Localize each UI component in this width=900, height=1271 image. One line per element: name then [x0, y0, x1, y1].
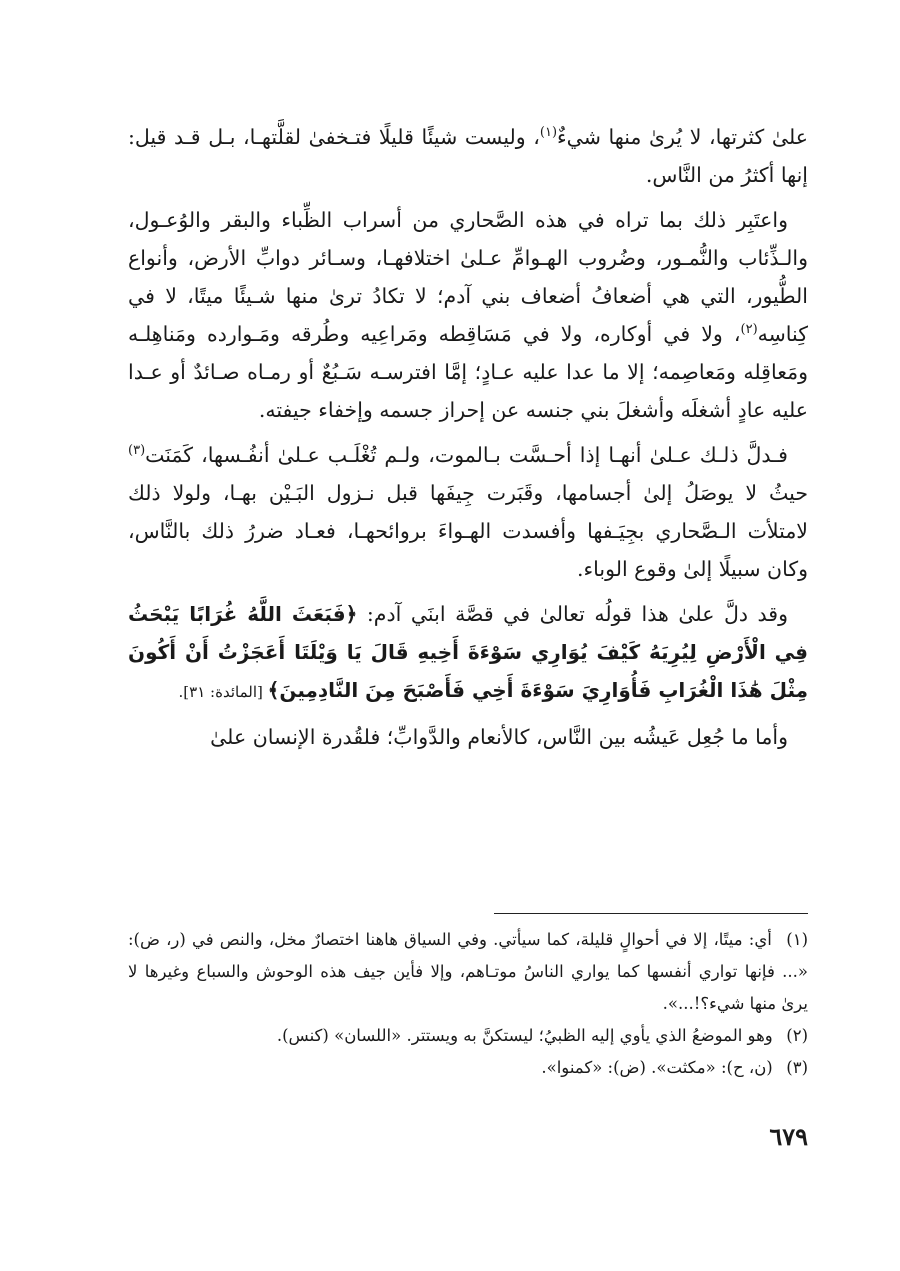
paragraph-4	[128, 595, 808, 711]
footnote-text-3: (ن، ح): «مكثت». (ض): «كمنوا».	[541, 1058, 773, 1077]
paragraph-4-text-a: وقد دلَّ علىٰ هذا قولُه تعالىٰ في قصَّة ابنَي آدم:	[357, 602, 788, 626]
footnote-marker-1: (١)	[539, 125, 558, 141]
paragraph-2	[128, 201, 808, 429]
paragraph-1	[128, 118, 808, 194]
paragraph-5	[128, 718, 808, 756]
quran-verse: ﴿فَبَعَثَ اللَّهُ غُرَابًا يَبْحَثُ فِي الْأَرْضِ لِيُرِيَهُ كَيْفَ يُوَارِي سَوْءَةَ أَخِيهِ قَالَ يَا وَيْلَتَا أَعَجَزْتُ أَنْ أَكُونَ مِثْلَ هَٰذَا الْغُرَابِ فَأُوَارِيَ سَوْءَةَ أَخِي فَأَصْبَحَ مِنَ النَّادِمِينَ﴾	[128, 602, 808, 702]
paragraph-1-text-b: ، وليست شيئًا قليلًا فتـخفىٰ لقلَّتهـا، بـل قـد قيل: إنها أكثرُ من النَّاس.	[128, 125, 808, 187]
page-body	[128, 118, 808, 1271]
verse-reference: [المائدة: ٣١].	[178, 683, 268, 701]
paragraph-5-text-a: وأما ما جُعِل عَيشُه بين النَّاس، كالأنعام والدَّوابِّ؛ فلقُدرة الإنسان علىٰ	[210, 725, 788, 749]
footnote-divider	[494, 913, 808, 914]
page-number: ٦٧٩	[769, 1122, 808, 1151]
footnote-text-2: وهو الموضعُ الذي يأوي إليه الظبيُ؛ ليستكنَّ به ويستتر. «اللسان» (كنس).	[276, 1026, 773, 1045]
paragraph-2-text-a: واعتَبِر ذلك بما تراه في هذه الصَّحاري من أسراب الظِّباء والبقر والوُعـول، والـذِّئاب والنُّمـور، وضُروب الهـوامِّ عـلىٰ اختلافهـا، وسـائر دوابِّ الأرض، وأنواع الطُّيور، التي هي أضعافُ أضعاف بني آدم؛ لا تكادُ ترىٰ منها شـيئًا ميتًا، لا في كِناسِه	[128, 208, 808, 346]
paragraph-3-text-a: فـدلَّ ذلـك عـلىٰ أنهـا إذا أحـسَّت بـالموت، ولـم تُغْلَـب عـلىٰ أنفُـسها، كَمَنَت	[145, 443, 788, 467]
paragraph-3-text-b: حيثُ لا يوصَلُ إلىٰ أجسامها، وقَبَرت جِيفَها قبل نـزول البَـيْن بهـا، ولولا ذلك لامتلأت الـصَّحاري بجِيَـفها وأفسدت الهـواءَ بروائحهـا، فعـاد ضررُ ذلك بالنَّاس، وكان سبيلًا إلىٰ وقوع الوباء.	[128, 481, 808, 581]
footnote-2	[128, 1020, 808, 1052]
footnote-marker-3: (٣)	[128, 443, 146, 459]
footnote-number-3: (٣)	[786, 1058, 808, 1077]
footnote-1	[128, 924, 808, 1020]
paragraph-2-text-b: ، ولا في أوكاره، ولا في مَسَاقِطه ومَراعِيه وطُرقه ومَـوارده ومَناهِلـه ومَعاقِله ومَعاصِمه؛ إلا ما عدا عليه عـادٍ؛ إمَّا افترسـه سَـبُعٌ أو رمـاه صـائدٌ أو عـدا عليه عادٍ أشغلَه وأشغلَ بني جنسه عن إحراز جسمه وإخفاء جيفته.	[128, 322, 808, 422]
footnotes	[128, 924, 808, 1084]
paragraph-1-text-a: علىٰ كثرتها، لا يُرىٰ منها شيءٌ	[557, 125, 808, 149]
footnote-marker-2: (٢)	[740, 322, 758, 338]
footnote-number-2: (٢)	[786, 1026, 808, 1045]
paragraph-3	[128, 436, 808, 588]
footnote-number-1: (١)	[786, 930, 808, 949]
footnote-text-1: أي: ميتًا، إلا في أحوالٍ قليلة، كما سيأتي. وفي السياق هاهنا اختصارٌ مخل، والنص في (ر، ض): «... فإنها تواري أنفسها كما يواري الناسُ موتـاهم، وإلا فأين جيف هذه الوحوش والسباع وغيرها لا يرىٰ منها شيء؟!...».	[128, 930, 808, 1013]
footnote-3	[128, 1052, 808, 1084]
